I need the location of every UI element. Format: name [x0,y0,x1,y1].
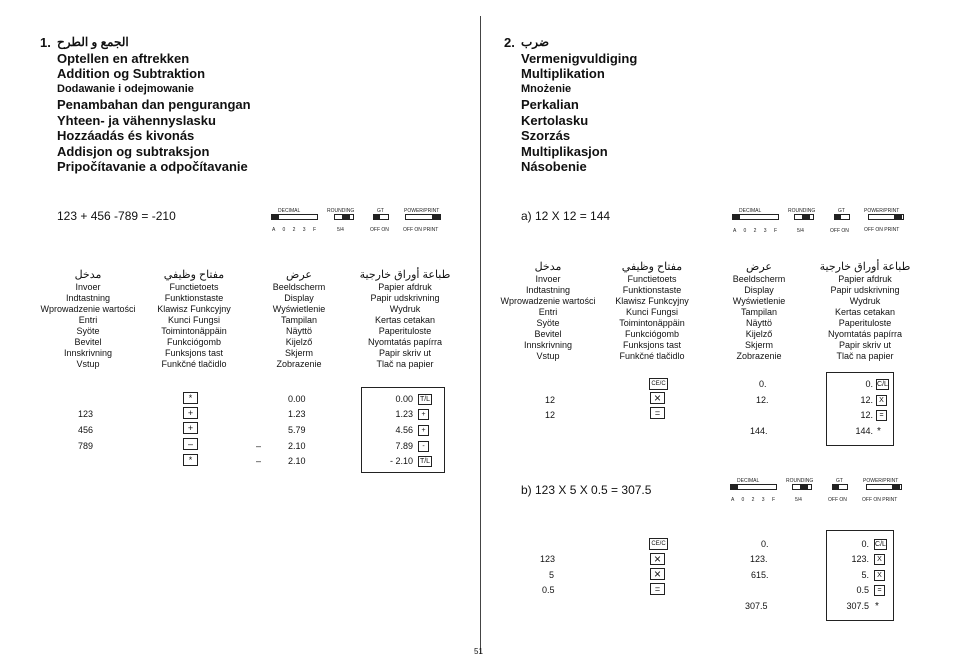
equation: 123 + 456 -789 = -210 [57,209,176,223]
decimal-label: DECIMAL [739,208,762,214]
header-line: Tampilan [280,315,318,325]
display-value: 307.5 [745,601,768,611]
decimal-ticks: A 0 2 3 F [731,497,779,503]
power-knob [892,484,900,490]
key-button: × [650,568,665,580]
key-button: * [183,454,198,466]
input-value: 123 [78,409,94,419]
header-line: Näyttö [285,326,312,336]
title-line: Addition og Subtraktion [57,66,206,81]
print-value: 4.56 [395,425,413,435]
arabic-title: ضرب [521,35,550,49]
title-line: Penambahan dan pengurangan [57,97,251,112]
page-number: 51 [474,647,483,656]
header-line: Display [284,293,314,303]
header-line: Innskrivning [63,348,113,358]
print-symbol: = [874,585,885,596]
print-value: 7.89 [395,441,413,451]
input-column-header [498,260,598,362]
header-line: Papir udskrivning [370,293,440,303]
print-column-header [355,268,455,370]
decimal-knob [730,484,738,490]
header-line: Wprowadzenie wartości [500,296,596,306]
header-line: Functietoets [169,282,219,292]
header-line: Skjerm [744,340,773,350]
gt-knob [373,214,380,220]
print-symbol: X [874,554,885,565]
title-line: Multiplikation [521,66,605,81]
print-symbol: = [876,410,887,421]
header-line: Papier afdruk [838,274,892,284]
print-symbol: T/L [419,458,431,465]
print-value: 1.23 [395,409,413,419]
display-sign: – [256,441,262,451]
key-button: = [650,583,665,595]
header-line: Funkčné tlačidlo [619,351,685,361]
header-line: Funksjons tast [622,340,682,350]
header-line: Functietoets [627,274,677,284]
section-number: 2. [504,35,515,50]
decimal-knob [271,214,279,220]
header-line: Kertas cetakan [834,307,896,317]
header-line: Vstup [536,351,560,361]
gt-ticks: OFF ON [830,228,849,234]
gt-label: GT [838,208,845,214]
print-value: 12. [860,395,873,405]
header-line: Indtastning [525,285,571,295]
key-button: = [650,407,665,419]
print-symbol: T/L [419,396,431,403]
rounding-ticks: 5/4 [795,497,802,503]
header-line: Invoer [75,282,101,292]
header-line: Funksjons tast [164,348,224,358]
header-line: Wyświetlenie [732,296,786,306]
page-divider [480,16,481,654]
print-value: 0.5 [856,585,869,595]
rounding-knob [800,484,808,490]
print-value: 144. [855,426,873,436]
header-line: Papier afdruk [378,282,432,292]
print-symbol: + [418,425,429,436]
header-line: Paperituloste [378,326,432,336]
title-line: Dodawanie i odejmowanie [57,82,194,95]
display-value: 0.00 [288,394,306,404]
header-line: Syöte [76,326,100,336]
gt-label: GT [836,478,843,484]
header-line: Indtastning [65,293,111,303]
display-value: 2.10 [288,441,306,451]
print-value: 0. [861,539,869,549]
print-value: 123. [851,554,869,564]
header-line: Paperituloste [838,318,892,328]
input-value: 12 [545,410,556,420]
header-line: Kunci Fungsi [625,307,679,317]
title-line: Addisjon og subtraksjon [57,143,210,159]
header-line: عرض [746,261,772,273]
header-line: Innskrivning [523,340,573,350]
print-symbol: + [418,409,429,420]
gt-label: GT [377,208,384,214]
header-line: Klawisz Funkcyjny [157,304,231,314]
header-line: Kijelző [285,337,313,347]
rounding-knob [802,214,810,220]
header-line: Papir udskrivning [830,285,900,295]
arabic-title: الجمع و الطرح [57,35,129,49]
header-line: Funkciógomb [624,329,680,339]
power-label: POWER/PRINT [864,208,900,214]
header-line: Näyttö [745,318,772,328]
display-value: 0. [759,379,767,389]
decimal-label: DECIMAL [737,478,760,484]
key-button: × [650,392,665,404]
header-line: Zobrazenie [276,359,322,369]
header-line: Skjerm [284,348,313,358]
key-button: × [650,553,665,565]
key-column-header [144,268,244,370]
header-line: Bevitel [534,329,562,339]
key-button: * [183,392,198,404]
header-line: Beeldscherm [732,274,786,284]
header-line: Wydruk [849,296,881,306]
decimal-knob [732,214,740,220]
title-line: Szorzás [521,128,571,143]
print-value: - 2.10 [389,456,413,466]
display-value: 615. [751,570,769,580]
print-column-header [815,260,915,362]
rounding-ticks: 5/4 [797,228,804,234]
header-line: مدخل [534,261,562,273]
key-button: + [183,407,198,419]
key-column-header [602,260,702,362]
title-line: Optellen en aftrekken [57,50,190,66]
power-label: POWER/PRINT [404,208,440,214]
header-line: Entri [538,307,558,317]
header-line: Vstup [76,359,100,369]
header-line: Syöte [536,318,560,328]
gt-knob [834,214,841,220]
rounding-label: ROUNDING [786,478,814,484]
header-line: Beeldscherm [272,282,326,292]
title-line: Yhteen- ja vähennyslasku [57,112,216,128]
print-value: 12. [860,410,873,420]
input-value: 789 [78,441,94,451]
display-sign: – [256,456,262,466]
rounding-label: ROUNDING [327,208,355,214]
header-line: Funkciógomb [166,337,222,347]
key-button: + [183,422,198,434]
print-symbol: C/L [875,541,886,548]
print-value: 0. [865,379,873,389]
header-line: Kertas cetakan [374,315,436,325]
display-value: 1.23 [288,409,306,419]
header-line: Invoer [535,274,561,284]
print-symbol: X [876,395,887,406]
header-line: Nyomtatás papírra [827,329,903,339]
header-line: مفتاح وظيفي [163,269,225,281]
title-line: Mnożenie [521,82,572,95]
display-column-header [249,268,349,370]
header-line: Toimintonäppäin [161,326,227,336]
input-value: 12 [545,395,556,405]
rounding-label: ROUNDING [788,208,816,214]
header-line: مدخل [74,269,102,281]
rounding-ticks: 5/4 [337,227,344,233]
decimal-ticks: A 0 2 3 F [272,227,320,233]
left-section-heading [40,35,251,175]
title-line: Vermenigvuldiging [521,50,638,66]
header-line: Klawisz Funkcyjny [615,296,689,306]
header-line: Funktionstaste [622,285,682,295]
gt-knob [832,484,839,490]
header-line: Wyświetlenie [272,304,326,314]
header-line: Tlač na papier [836,351,894,361]
header-line: Papir skriv ut [838,340,891,350]
header-line: مفتاح وظيفي [621,261,683,273]
header-line: Entri [78,315,98,325]
display-column-header [709,260,809,362]
decimal-ticks: A 0 2 3 F [733,228,781,234]
header-line: Papir skriv ut [378,348,431,358]
header-line: عرض [286,269,312,281]
title-line: Násobenie [521,159,587,174]
power-ticks: OFF ON PRINT [864,227,900,233]
display-value: 144. [750,426,768,436]
power-knob [894,214,902,220]
header-line: Funkčné tlačidlo [161,359,227,369]
key-button: CE/C [649,538,668,550]
key-button: – [183,438,198,450]
right-section-heading [504,35,638,175]
key-button: CE/C [649,378,668,390]
input-value: 123 [540,554,556,564]
header-line: طباعة أوراق خارجية [819,261,911,273]
decimal-label: DECIMAL [278,208,301,214]
input-value: 0.5 [542,585,555,595]
header-line: Display [744,285,774,295]
input-value: 456 [78,425,94,435]
print-symbol: C/L [877,381,888,388]
power-ticks: OFF ON PRINT [403,227,439,233]
header-line: Wprowadzenie wartości [40,304,136,314]
print-value: 5. [861,570,869,580]
equation-a: a) 12 X 12 = 144 [521,209,611,223]
display-value: 12. [756,395,769,405]
print-symbol: - [418,441,429,452]
print-value: 307.5 [846,601,869,611]
power-label: POWER/PRINT [863,478,899,484]
header-line: Kunci Fungsi [167,315,221,325]
header-line: Toimintonäppäin [619,318,685,328]
header-line: Kijelző [745,329,773,339]
power-knob [432,214,440,220]
gt-ticks: OFF ON [828,497,847,503]
header-line: Bevitel [74,337,102,347]
input-column-header [38,268,138,370]
rounding-knob [342,214,350,220]
print-value: 0.00 [395,394,413,404]
header-line: Funktionstaste [164,293,224,303]
input-value: 5 [549,570,555,580]
display-value: 123. [750,554,768,564]
header-line: Wydruk [389,304,421,314]
print-symbol: X [874,570,885,581]
title-line: Perkalian [521,97,579,112]
print-total-mark: * [877,426,881,437]
header-line: Tlač na papier [376,359,434,369]
title-line: Multiplikasjon [521,143,608,159]
power-ticks: OFF ON PRINT [862,497,898,503]
header-line: Zobrazenie [736,351,782,361]
equation-b: b) 123 X 5 X 0.5 = 307.5 [521,483,652,497]
header-line: Tampilan [740,307,778,317]
title-line: Kertolasku [521,112,589,128]
display-value: 0. [761,539,769,549]
header-line: Nyomtatás papírra [367,337,443,347]
title-line: Pripočítavanie a odpočítavanie [57,159,248,174]
title-line: Hozzáadás és kivonás [57,128,195,143]
gt-ticks: OFF ON [370,227,389,233]
display-value: 5.79 [288,425,306,435]
section-number: 1. [40,35,51,50]
print-total-mark: * [875,601,879,612]
header-line: طباعة أوراق خارجية [359,269,451,281]
display-value: 2.10 [288,456,306,466]
